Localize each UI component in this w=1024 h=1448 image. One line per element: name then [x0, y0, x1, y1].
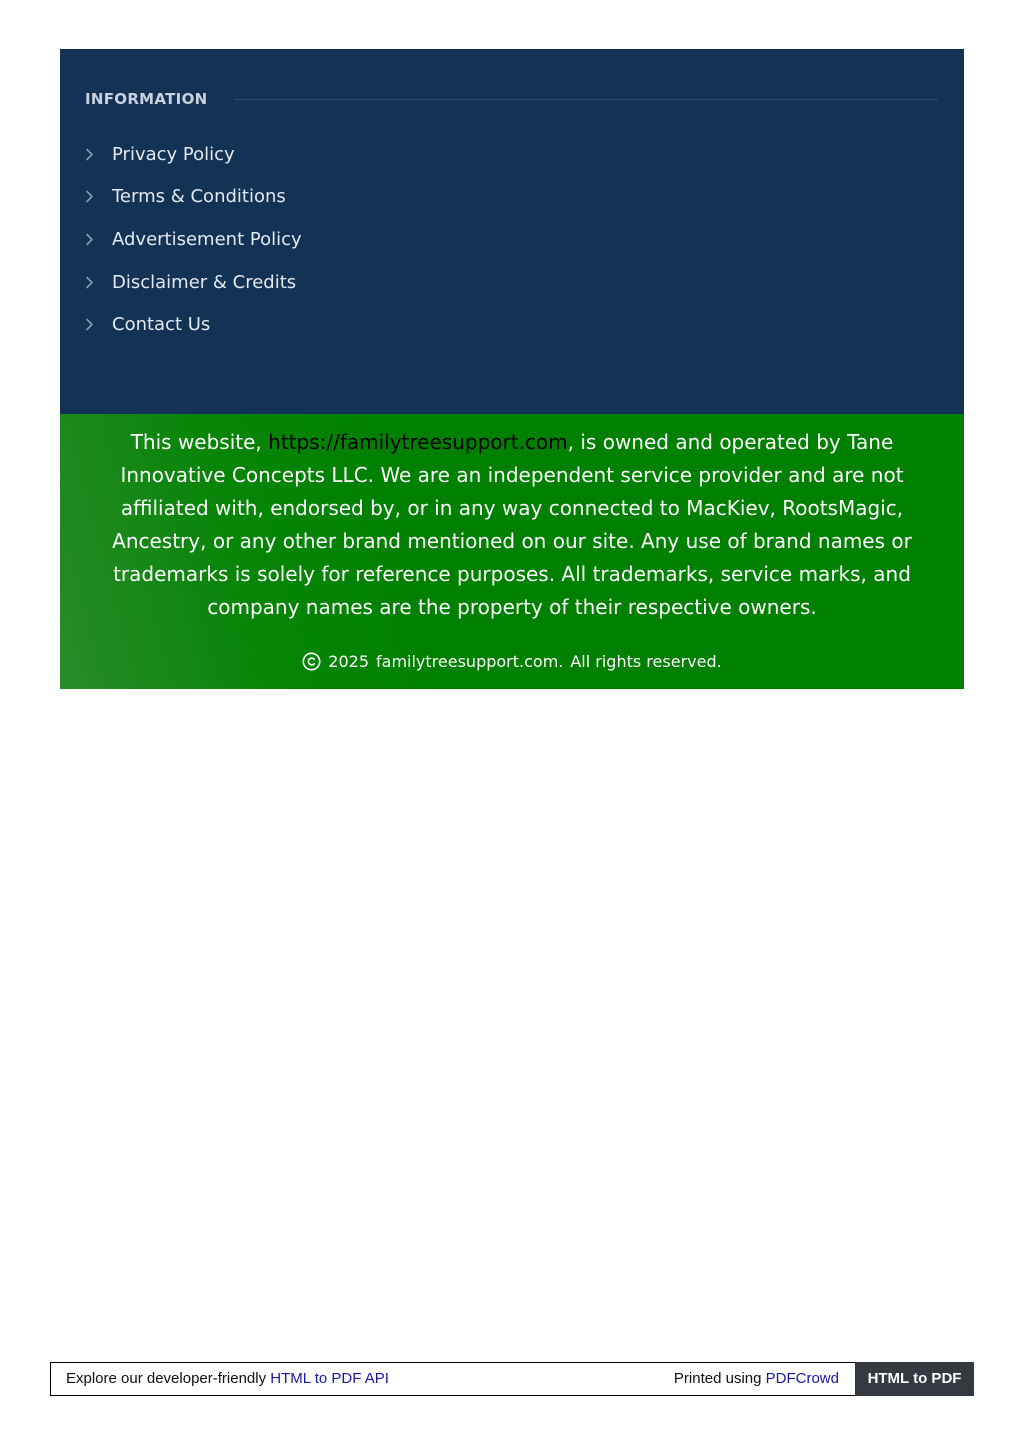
html-to-pdf-button[interactable]: HTML to PDF — [855, 1362, 974, 1396]
disclaimer-text — [82, 426, 942, 624]
link-label: Disclaimer & Credits — [112, 271, 297, 293]
chevron-right-icon — [85, 276, 112, 289]
pdfcrowd-link[interactable]: PDFCrowd — [765, 1370, 839, 1387]
link-label: Terms & Conditions — [112, 186, 286, 208]
section-title: INFORMATION — [85, 90, 208, 108]
banner-mid-text: Printed using — [673, 1370, 766, 1387]
copyright-rights: All rights reserved. — [570, 652, 722, 671]
link-disclaimer-credits[interactable] — [85, 261, 302, 304]
chevron-right-icon — [85, 233, 112, 246]
information-links — [85, 133, 302, 346]
link-contact-us[interactable] — [85, 303, 302, 346]
html-to-pdf-api-link[interactable]: HTML to PDF API — [270, 1370, 389, 1387]
link-label: Contact Us — [112, 314, 211, 336]
section-divider — [234, 99, 938, 100]
copyright-line — [60, 652, 964, 671]
link-privacy-policy[interactable] — [85, 133, 302, 176]
banner-promo — [66, 1363, 389, 1395]
disclaimer-section — [60, 414, 964, 689]
link-label: Advertisement Policy — [112, 228, 302, 250]
pdfcrowd-banner — [50, 1362, 974, 1396]
link-terms-conditions[interactable] — [85, 176, 302, 219]
banner-left-text: Explore our developer-friendly — [66, 1370, 271, 1387]
copyright-icon — [302, 652, 321, 671]
site-url-link[interactable]: https://familytreesupport.com — [268, 430, 568, 454]
information-section — [60, 49, 964, 414]
chevron-right-icon — [85, 148, 112, 161]
chevron-right-icon — [85, 190, 112, 203]
link-label: Privacy Policy — [112, 143, 235, 165]
disclaimer-prefix: This website, — [130, 430, 269, 454]
copyright-year: 2025 — [328, 652, 370, 671]
copyright-site: familytreesupport.com. — [376, 652, 564, 671]
link-advertisement-policy[interactable] — [85, 218, 302, 261]
section-header — [85, 89, 938, 109]
banner-printed-using — [674, 1363, 839, 1395]
disclaimer-body: , is owned and operated by Tane Innovative Concepts LLC. We are an independent service provider and are not affiliated with, endorsed by, or in any way connected to MacKiev, RootsMagic, Ancestry, or any other brand mentioned on our site. Any use of brand names or trademarks is solely for reference purposes. All trademarks, service marks, and company names are the property of their respective owners. — [112, 430, 912, 619]
chevron-right-icon — [85, 318, 112, 331]
